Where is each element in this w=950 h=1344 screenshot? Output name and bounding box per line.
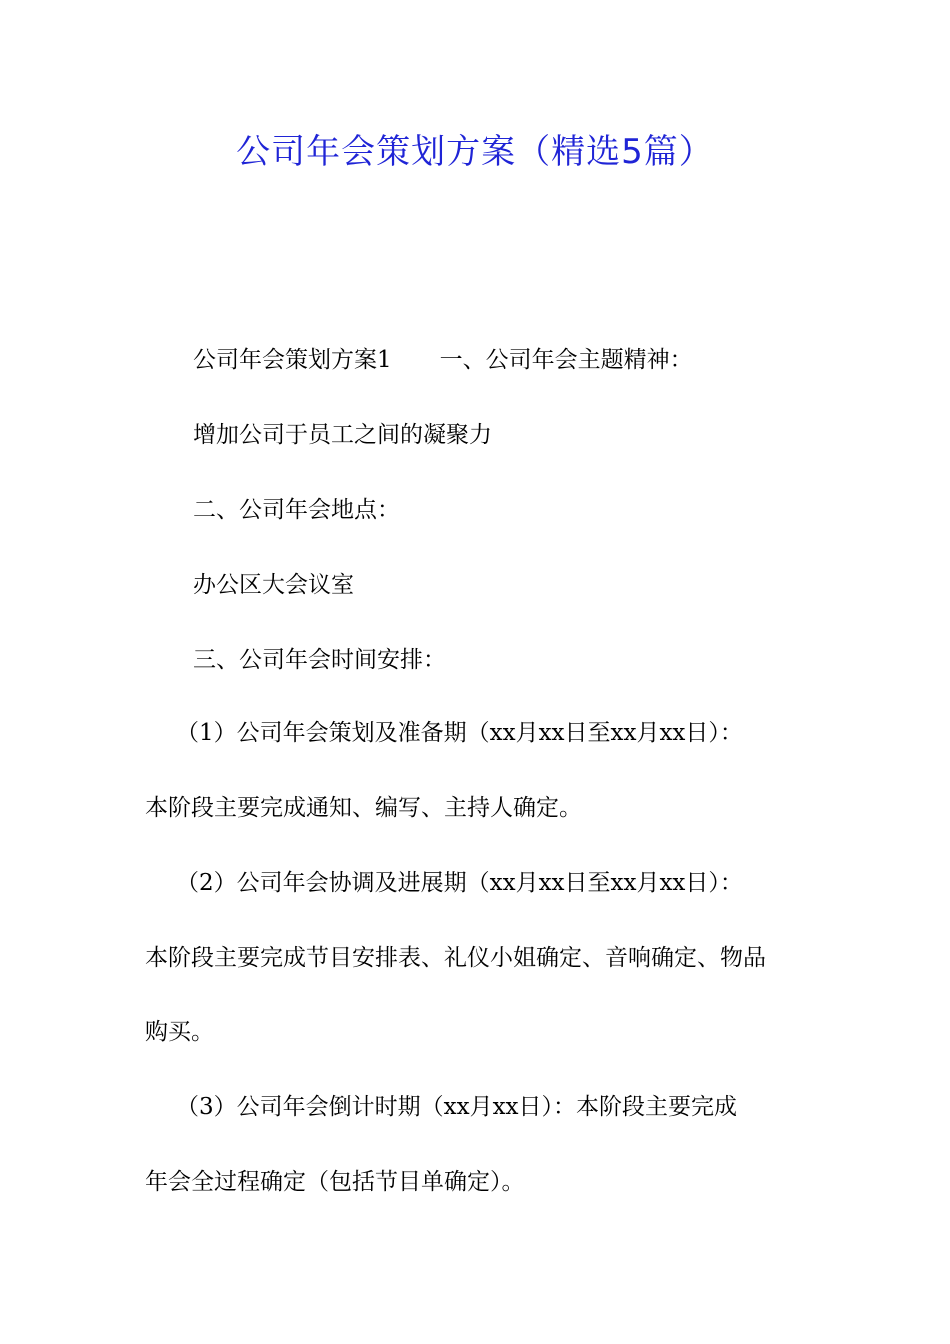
paragraph-line-8: （2）公司年会协调及进展期（xx月xx日至xx月xx日）：	[176, 870, 743, 896]
section-heading-plan-1: 公司年会策划方案1	[193, 347, 392, 373]
paragraph-line-12: 年会全过程确定（包括节目单确定）。	[145, 1169, 525, 1195]
document-title: 公司年会策划方案（精选5篇）	[236, 132, 714, 172]
paragraph-line-11: （3）公司年会倒计时期（xx月xx日）：本阶段主要完成	[176, 1094, 738, 1120]
section-heading-location: 二、公司年会地点：	[193, 497, 400, 523]
paragraph-line-7: 本阶段主要完成通知、编写、主持人确定。	[145, 795, 582, 821]
paragraph-line-10: 购买。	[145, 1019, 214, 1045]
section-heading-schedule: 三、公司年会时间安排：	[193, 647, 446, 673]
paragraph-line-6: （1）公司年会策划及准备期（xx月xx日至xx月xx日）：	[176, 720, 743, 746]
section-heading-theme: 一、公司年会主题精神：	[439, 347, 693, 373]
paragraph-line-9: 本阶段主要完成节目安排表、礼仪小姐确定、音响确定、物品	[145, 945, 766, 971]
paragraph-line-1	[193, 344, 693, 376]
paragraph-line-4: 办公区大会议室	[193, 572, 354, 598]
paragraph-line-2: 增加公司于员工之间的凝聚力	[193, 422, 492, 448]
